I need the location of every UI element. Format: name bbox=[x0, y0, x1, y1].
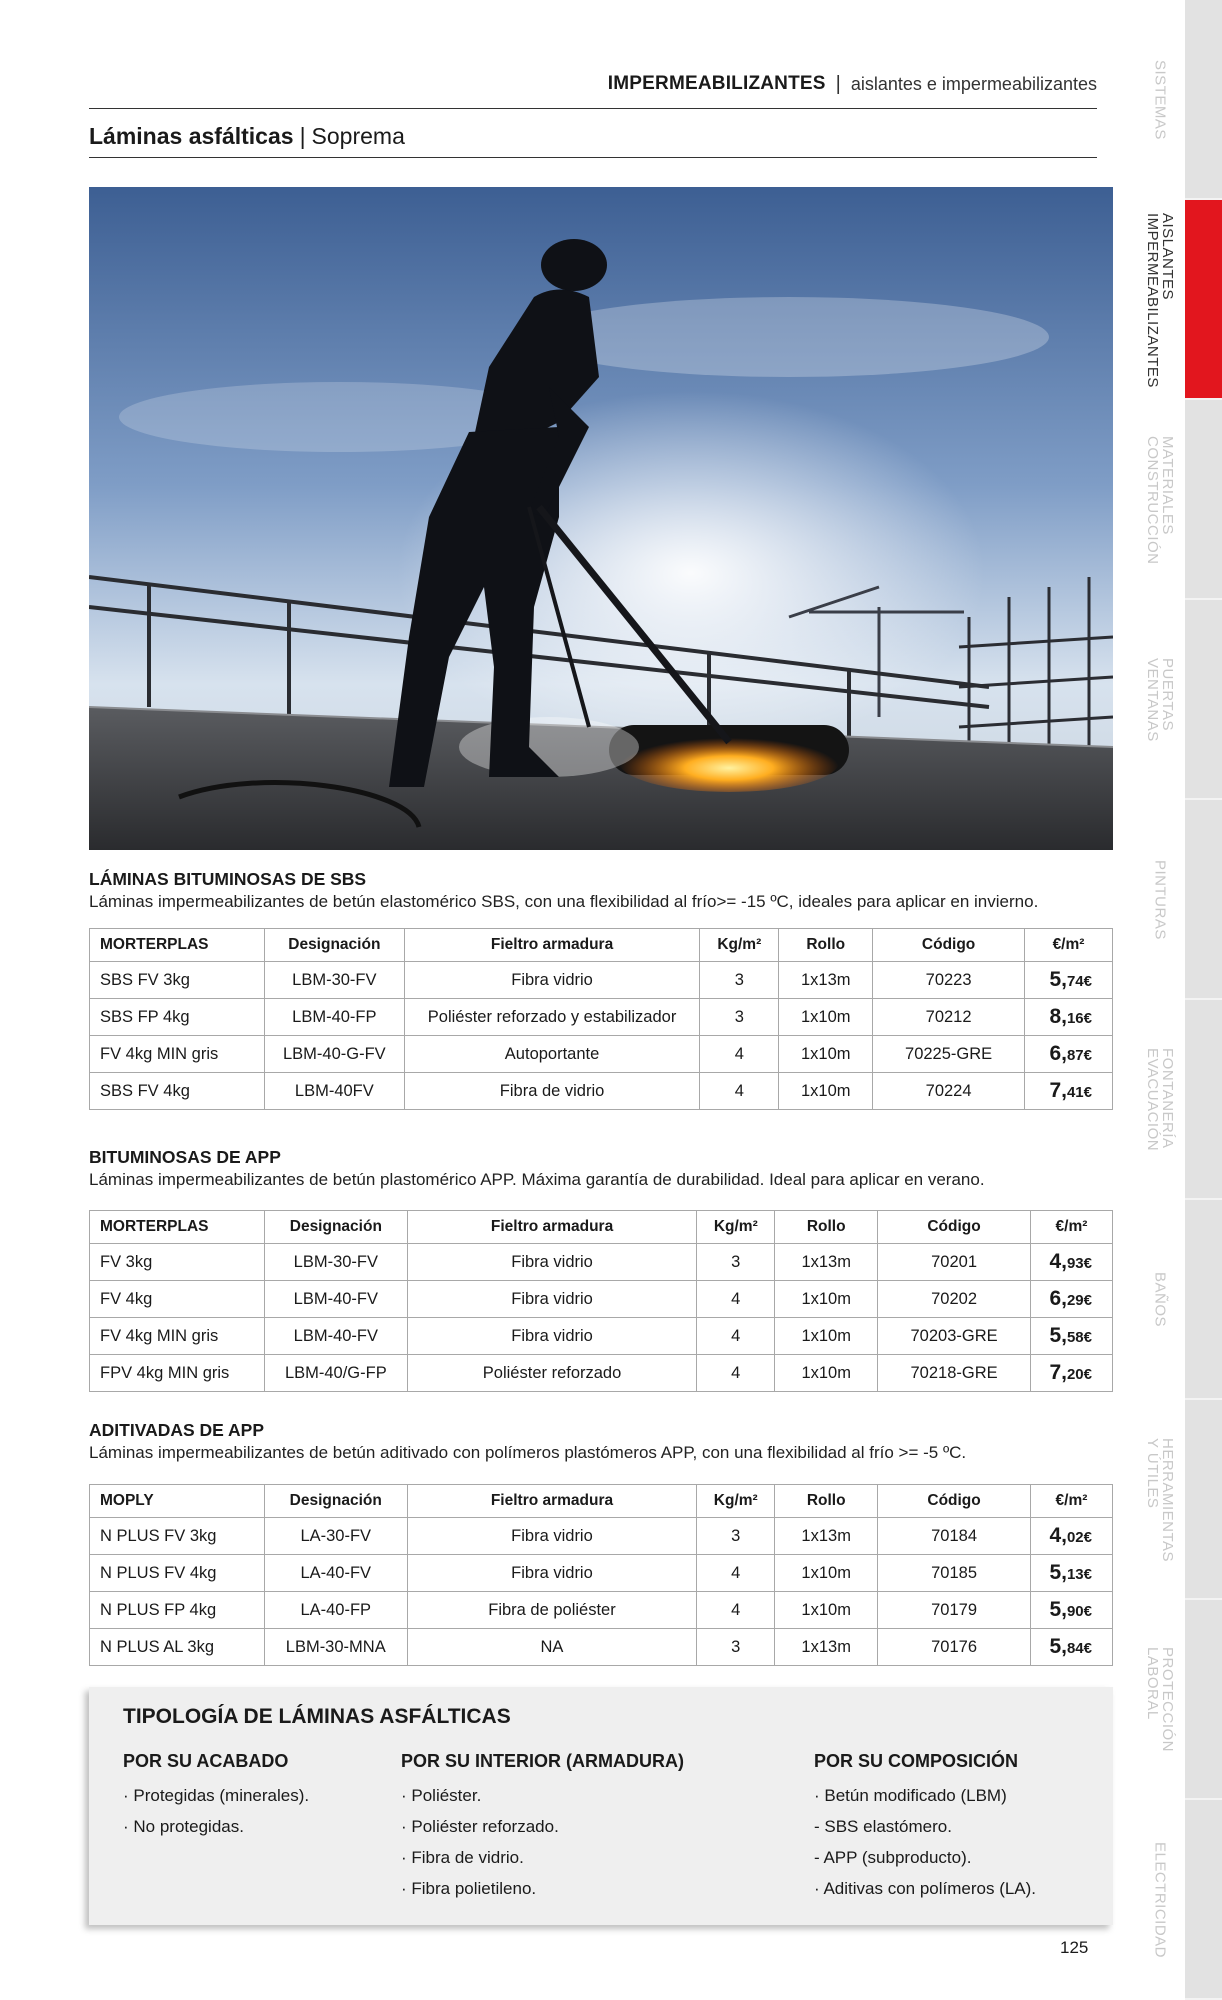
weight: 4 bbox=[700, 1073, 779, 1110]
column-header: Kg/m² bbox=[700, 929, 779, 962]
code: 70202 bbox=[878, 1281, 1031, 1318]
roll: 1x13m bbox=[775, 1518, 878, 1555]
felt: Fibra vidrio bbox=[407, 1555, 697, 1592]
weight: 4 bbox=[697, 1281, 775, 1318]
felt: Fibra vidrio bbox=[407, 1281, 697, 1318]
app-description: Láminas impermeabilizantes de betún plastomérico APP. Máxima garantía de durabilidad. Ideal para aplicar en verano. bbox=[89, 1170, 985, 1189]
code: 70176 bbox=[878, 1629, 1031, 1666]
list-item: · Poliéster reforzado. bbox=[401, 1817, 559, 1836]
price: 6,87€ bbox=[1025, 1036, 1113, 1073]
product-name: SBS FV 3kg bbox=[90, 962, 265, 999]
column-header: Kg/m² bbox=[697, 1485, 775, 1518]
tab-label: PINTURAS bbox=[1151, 860, 1169, 940]
table-row bbox=[90, 1036, 1113, 1073]
header-separator: | bbox=[835, 72, 841, 95]
tab-label: SISTEMAS bbox=[1151, 60, 1169, 140]
column-header: Rollo bbox=[775, 1211, 878, 1244]
weight: 3 bbox=[700, 962, 779, 999]
column-header: €/m² bbox=[1030, 1211, 1112, 1244]
weight: 4 bbox=[697, 1355, 775, 1392]
product-name: N PLUS FV 3kg bbox=[90, 1518, 265, 1555]
column-header: MORTERPLAS bbox=[90, 1211, 265, 1244]
code: 70179 bbox=[878, 1592, 1031, 1629]
felt: Autoportante bbox=[404, 1036, 700, 1073]
tab-label: HERRAMIENTAS Y ÚTILES bbox=[1144, 1437, 1176, 1563]
code: 70201 bbox=[878, 1244, 1031, 1281]
table-header-row bbox=[90, 929, 1113, 962]
weight: 3 bbox=[697, 1629, 775, 1666]
table-row bbox=[90, 1318, 1113, 1355]
app-heading: BITUMINOSAS DE APP bbox=[89, 1147, 281, 1167]
weight: 4 bbox=[697, 1318, 775, 1355]
code: 70212 bbox=[873, 999, 1025, 1036]
tab-label: ELECTRICIDAD bbox=[1151, 1841, 1169, 1959]
list-item: · Protegidas (minerales). bbox=[123, 1786, 310, 1805]
aditivadas-table bbox=[89, 1484, 1113, 1666]
list-item: · Aditivas con polímeros (LA). bbox=[814, 1879, 1037, 1898]
table-header-row bbox=[90, 1485, 1113, 1518]
tab-aislantes-impermeabilizantes[interactable] bbox=[1135, 200, 1222, 400]
page-title-main: Láminas asfálticas bbox=[89, 122, 294, 149]
column-header: Código bbox=[878, 1485, 1031, 1518]
table-row bbox=[90, 1355, 1113, 1392]
column-header: Kg/m² bbox=[697, 1211, 775, 1244]
tab-bar bbox=[1185, 600, 1222, 800]
roll: 1x10m bbox=[775, 1318, 878, 1355]
price: 5,58€ bbox=[1030, 1318, 1112, 1355]
code: 70223 bbox=[873, 962, 1025, 999]
column-header: Designación bbox=[264, 1211, 407, 1244]
designation: LA-30-FV bbox=[264, 1518, 407, 1555]
tab-label: PROTECCIÓN LABORAL bbox=[1144, 1647, 1176, 1753]
table-row bbox=[90, 1281, 1113, 1318]
roll: 1x10m bbox=[775, 1281, 878, 1318]
roll: 1x10m bbox=[779, 1036, 873, 1073]
roofer-torch-illustration bbox=[89, 187, 1113, 850]
column-header: €/m² bbox=[1030, 1485, 1112, 1518]
product-name: SBS FV 4kg bbox=[90, 1073, 265, 1110]
tab-materiales-construccion[interactable] bbox=[1135, 400, 1222, 600]
roll: 1x13m bbox=[779, 962, 873, 999]
tab-puertas-ventanas[interactable] bbox=[1135, 600, 1222, 800]
price: 7,20€ bbox=[1030, 1355, 1112, 1392]
list-item: · Poliéster. bbox=[401, 1786, 482, 1805]
price: 4,02€ bbox=[1030, 1518, 1112, 1555]
tab-bar bbox=[1185, 1000, 1222, 1200]
hero-photo bbox=[89, 187, 1113, 850]
felt: Poliéster reforzado bbox=[407, 1355, 697, 1392]
product-name: N PLUS FV 4kg bbox=[90, 1555, 265, 1592]
sbs-description: Láminas impermeabilizantes de betún elastomérico SBS, con una flexibilidad al frío>= -15 ºC, ideales para aplicar en invierno. bbox=[89, 892, 1039, 911]
typology-column-title: POR SU COMPOSICIÓN bbox=[814, 1751, 1019, 1771]
title-separator: | bbox=[299, 122, 306, 149]
product-name: N PLUS FP 4kg bbox=[90, 1592, 265, 1629]
designation: LA-40-FV bbox=[264, 1555, 407, 1592]
product-name: FV 4kg MIN gris bbox=[90, 1318, 265, 1355]
column-header: Código bbox=[873, 929, 1025, 962]
price: 5,74€ bbox=[1025, 962, 1113, 999]
price: 4,93€ bbox=[1030, 1244, 1112, 1281]
aditivadas-description: Láminas impermeabilizantes de betún aditivado con polímeros plastómeros APP, con una flexibilidad al frío >= -5 ºC. bbox=[89, 1443, 967, 1462]
designation: LBM-30-FV bbox=[264, 962, 404, 999]
designation: LBM-40/G-FP bbox=[264, 1355, 407, 1392]
price: 7,41€ bbox=[1025, 1073, 1113, 1110]
code: 70203-GRE bbox=[878, 1318, 1031, 1355]
column-header: MORTERPLAS bbox=[90, 929, 265, 962]
roll: 1x10m bbox=[775, 1355, 878, 1392]
tab-herramientas-utiles[interactable] bbox=[1135, 1400, 1222, 1600]
tab-pinturas[interactable] bbox=[1135, 800, 1222, 1000]
tab-bar bbox=[1185, 400, 1222, 600]
designation: LBM-40-FV bbox=[264, 1318, 407, 1355]
designation: LBM-30-FV bbox=[264, 1244, 407, 1281]
tab-label: FONTANERÍA EVACUACIÓN bbox=[1144, 1048, 1176, 1152]
roll: 1x13m bbox=[775, 1244, 878, 1281]
column-header: Rollo bbox=[779, 929, 873, 962]
list-item: · No protegidas. bbox=[123, 1817, 244, 1836]
code: 70224 bbox=[873, 1073, 1025, 1110]
column-header: MOPLY bbox=[90, 1485, 265, 1518]
code: 70225-GRE bbox=[873, 1036, 1025, 1073]
designation: LBM-40-G-FV bbox=[264, 1036, 404, 1073]
designation: LBM-40-FV bbox=[264, 1281, 407, 1318]
tab-banos[interactable] bbox=[1135, 1200, 1222, 1400]
felt: Fibra vidrio bbox=[407, 1244, 697, 1281]
product-name: SBS FP 4kg bbox=[90, 999, 265, 1036]
page-number: 125 bbox=[1060, 1938, 1089, 1957]
product-name: FPV 4kg MIN gris bbox=[90, 1355, 265, 1392]
typology-column bbox=[123, 1751, 401, 1904]
felt: Fibra de vidrio bbox=[404, 1073, 700, 1110]
felt: Fibra vidrio bbox=[404, 962, 700, 999]
code: 70218-GRE bbox=[878, 1355, 1031, 1392]
designation: LA-40-FP bbox=[264, 1592, 407, 1629]
tab-label: MATERIALES CONSTRUCCIÓN bbox=[1144, 435, 1176, 565]
aditivadas-heading: ADITIVADAS DE APP bbox=[89, 1420, 265, 1440]
price: 5,13€ bbox=[1030, 1555, 1112, 1592]
roll: 1x10m bbox=[775, 1592, 878, 1629]
price: 5,84€ bbox=[1030, 1629, 1112, 1666]
table-row bbox=[90, 1073, 1113, 1110]
column-header: Fieltro armadura bbox=[407, 1211, 697, 1244]
list-item: · Betún modificado (LBM) bbox=[814, 1786, 1007, 1805]
code: 70184 bbox=[878, 1518, 1031, 1555]
column-header: Fieltro armadura bbox=[404, 929, 700, 962]
page-title bbox=[89, 115, 1097, 158]
page-header bbox=[89, 60, 1097, 109]
weight: 3 bbox=[697, 1518, 775, 1555]
list-item: - APP (subproducto). bbox=[814, 1848, 972, 1867]
typology-column bbox=[814, 1751, 1074, 1904]
roll: 1x10m bbox=[779, 1073, 873, 1110]
typology-box bbox=[89, 1687, 1113, 1925]
list-item: - SBS elastómero. bbox=[814, 1817, 952, 1836]
designation: LBM-40-FP bbox=[264, 999, 404, 1036]
tab-bar bbox=[1185, 0, 1222, 200]
page-title-brand: Soprema bbox=[311, 122, 405, 149]
tab-sistemas[interactable] bbox=[1135, 0, 1222, 200]
column-header: Código bbox=[878, 1211, 1031, 1244]
column-header: Designación bbox=[264, 929, 404, 962]
side-tabs bbox=[1135, 0, 1222, 2000]
tab-label: AISLANTES IMPERMEABILIZANTES bbox=[1144, 212, 1176, 388]
table-row bbox=[90, 1555, 1113, 1592]
table-row bbox=[90, 1592, 1113, 1629]
price: 8,16€ bbox=[1025, 999, 1113, 1036]
tab-bar bbox=[1185, 200, 1222, 400]
section-title: IMPERMEABILIZANTES bbox=[607, 73, 826, 94]
tab-proteccion-laboral[interactable] bbox=[1135, 1600, 1222, 1800]
code: 70185 bbox=[878, 1555, 1031, 1592]
section-subtitle: aislantes e impermeabilizantes bbox=[850, 73, 1097, 94]
product-name: FV 4kg MIN gris bbox=[90, 1036, 265, 1073]
typology-column-title: POR SU ACABADO bbox=[123, 1751, 289, 1771]
table-row bbox=[90, 1629, 1113, 1666]
column-header: Designación bbox=[264, 1485, 407, 1518]
tab-bar bbox=[1185, 800, 1222, 1000]
felt: Fibra vidrio bbox=[407, 1518, 697, 1555]
list-item: · Fibra polietileno. bbox=[401, 1879, 537, 1898]
price: 5,90€ bbox=[1030, 1592, 1112, 1629]
felt: Fibra de poliéster bbox=[407, 1592, 697, 1629]
list-item: · Fibra de vidrio. bbox=[401, 1848, 524, 1867]
table-row bbox=[90, 1518, 1113, 1555]
sbs-table bbox=[89, 928, 1113, 1110]
product-name: FV 3kg bbox=[90, 1244, 265, 1281]
weight: 3 bbox=[697, 1244, 775, 1281]
weight: 3 bbox=[700, 999, 779, 1036]
table-row bbox=[90, 962, 1113, 999]
product-name: N PLUS AL 3kg bbox=[90, 1629, 265, 1666]
price: 6,29€ bbox=[1030, 1281, 1112, 1318]
felt: NA bbox=[407, 1629, 697, 1666]
tab-fontaneria-evacuacion[interactable] bbox=[1135, 1000, 1222, 1200]
designation: LBM-30-MNA bbox=[264, 1629, 407, 1666]
table-row bbox=[90, 999, 1113, 1036]
tab-bar bbox=[1185, 1400, 1222, 1600]
table-row bbox=[90, 1244, 1113, 1281]
tab-bar bbox=[1185, 1800, 1222, 2000]
app-table bbox=[89, 1210, 1113, 1392]
roll: 1x10m bbox=[779, 999, 873, 1036]
tab-label: BAÑOS bbox=[1151, 1272, 1169, 1328]
roll: 1x10m bbox=[775, 1555, 878, 1592]
typology-column bbox=[401, 1751, 814, 1904]
typology-column-title: POR SU INTERIOR (ARMADURA) bbox=[401, 1751, 684, 1771]
tab-bar bbox=[1185, 1200, 1222, 1400]
designation: LBM-40FV bbox=[264, 1073, 404, 1110]
tab-bar bbox=[1185, 1600, 1222, 1800]
column-header: Rollo bbox=[775, 1485, 878, 1518]
tab-electricidad[interactable] bbox=[1135, 1800, 1222, 2000]
aditivadas-section bbox=[89, 1420, 1113, 1463]
weight: 4 bbox=[697, 1592, 775, 1629]
column-header: €/m² bbox=[1025, 929, 1113, 962]
weight: 4 bbox=[700, 1036, 779, 1073]
roll: 1x13m bbox=[775, 1629, 878, 1666]
tab-label: PUERTAS VENTANAS bbox=[1144, 658, 1176, 742]
product-name: FV 4kg bbox=[90, 1281, 265, 1318]
sbs-heading: LÁMINAS BITUMINOSAS DE SBS bbox=[89, 869, 367, 889]
typology-heading: TIPOLOGÍA DE LÁMINAS ASFÁLTICAS bbox=[123, 1705, 511, 1728]
table-header-row bbox=[90, 1211, 1113, 1244]
felt: Fibra vidrio bbox=[407, 1318, 697, 1355]
weight: 4 bbox=[697, 1555, 775, 1592]
app-section bbox=[89, 1147, 1113, 1190]
felt: Poliéster reforzado y estabilizador bbox=[404, 999, 700, 1036]
sbs-section bbox=[89, 869, 1113, 912]
column-header: Fieltro armadura bbox=[407, 1485, 697, 1518]
